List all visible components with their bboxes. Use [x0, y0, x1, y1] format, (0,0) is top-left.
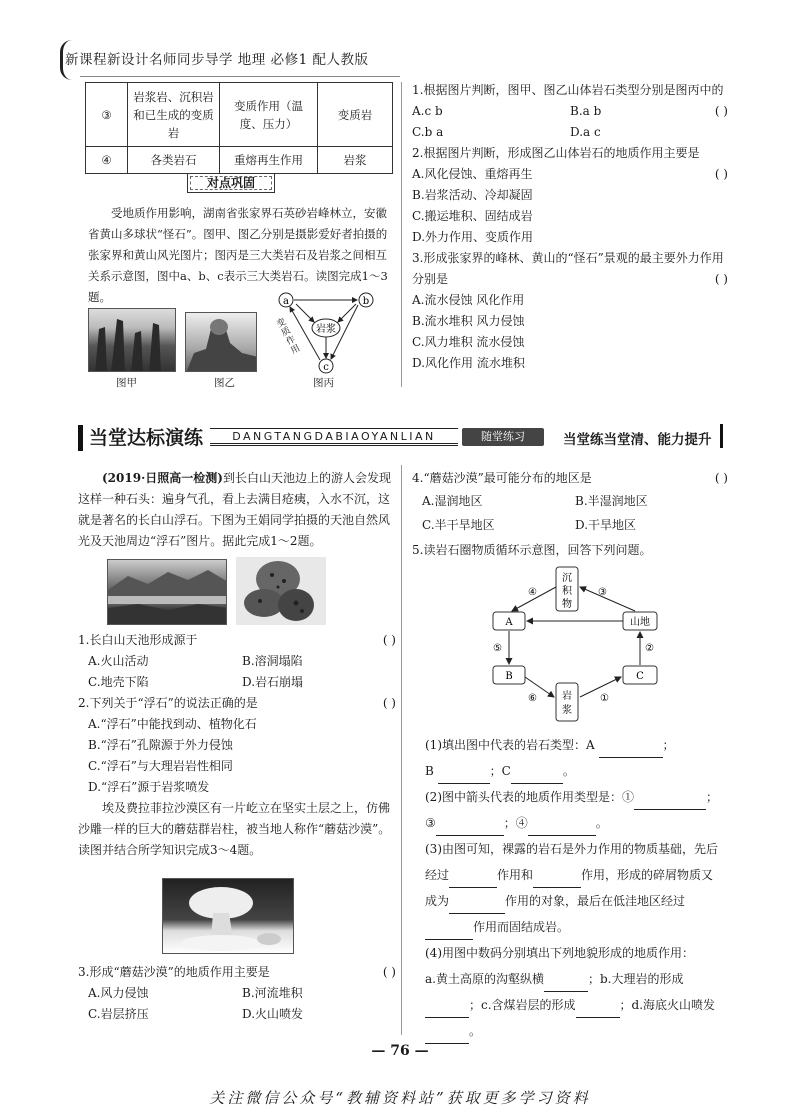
q4-options: [412, 489, 728, 537]
sub2-text-a: (2)图中箭头代表的地质作用类型是：①: [425, 790, 634, 804]
q3-stem: 3.形成张家界的峰林、黄山的“怪石”景观的最主要外力作用分别是: [412, 251, 724, 286]
option[interactable]: A.风化侵蚀、重熔再生: [412, 167, 533, 181]
label-c: C: [636, 671, 644, 682]
label-mountain: 山地: [630, 617, 650, 628]
option[interactable]: D.外力作用、变质作用: [412, 230, 534, 244]
photo-zhangjiajie: [88, 308, 176, 372]
label-c: c: [323, 362, 329, 373]
answer-blank-a[interactable]: [599, 757, 663, 758]
q4-paren: ( ): [714, 471, 728, 485]
label-sediment-2: 积: [562, 586, 572, 597]
label-metamorphism: 变质作用: [275, 316, 303, 357]
changbai-intro: [78, 468, 396, 552]
option[interactable]: B.河流堆积: [242, 986, 303, 1000]
option[interactable]: C.“浮石”与大理岩岩性相同: [88, 759, 233, 773]
pumice-stones: [236, 557, 326, 625]
sub3-text: 作用和: [497, 868, 534, 882]
option[interactable]: A.火山活动: [88, 654, 149, 668]
sub2-text-b: ③: [425, 816, 436, 830]
sub2-end: 。: [595, 816, 608, 830]
section-bar: [720, 424, 723, 448]
option[interactable]: D.风化作用 流水堆积: [412, 356, 525, 370]
photo-tianchi: [107, 559, 227, 625]
table-row: [86, 83, 393, 147]
q2-stem: 2.下列关于“浮石”的说法正确的是: [78, 696, 258, 710]
option[interactable]: C.岩层挤压: [88, 1007, 149, 1021]
arrow-1: ①: [600, 693, 609, 704]
label-a: A: [505, 617, 513, 628]
label-b: b: [362, 296, 370, 307]
q3-options: [78, 983, 396, 1025]
q2-paren: ( ): [382, 696, 396, 710]
option[interactable]: A.c b: [412, 104, 443, 118]
q5-stem: 5.读岩石圈物质循环示意图，回答下列问题。: [412, 543, 652, 557]
page-number: — 76 —: [371, 1043, 429, 1059]
q2-paren: ( ): [714, 167, 728, 181]
sub3-line1: (3)由图可知，裸露的岩石是外力作用的物质基础，先后: [425, 842, 719, 856]
q1-paren: ( ): [714, 104, 728, 118]
label-sediment-3: 物: [562, 599, 572, 610]
sub3-text: 成为: [425, 894, 450, 908]
sub3-text: 经过: [425, 868, 450, 882]
q1-stem: 1.根据图片判断，图甲、图乙山体岩石类型分别是图丙中的: [412, 83, 724, 97]
question-block-bottom-left: [78, 630, 396, 861]
section-badge: 随堂练习: [462, 428, 544, 446]
q5-subquestions: (1)填出图中代表的岩石类型：A ； B ；C 。 (2)图中箭头代表的地质作用类型是：① ； ③ ；④ 。 (3)由图可知，裸露的岩石是外力作用的物质基础，先后 经过 作用和 作用，形成的碎屑物质又 成为 作用的对象，最后在低洼地区经过 作用而固结成岩。 (4)用图中数码分别填出下列地貌形成的地质作用： a.黄土高原的沟壑纵横 ；b.大理岩的形成 ；c.含煤岩层的形成 ；d.海底火山喷发 。: [425, 732, 728, 1044]
arrow-4: ④: [528, 587, 537, 598]
page-number-value: 76: [390, 1043, 410, 1059]
q3-stem: 3.形成“蘑菇沙漠”的地质作用主要是: [78, 965, 270, 979]
option[interactable]: B.a b: [570, 104, 602, 118]
option[interactable]: D.a c: [570, 125, 601, 139]
sub3-text: 作用而固结成岩。: [473, 920, 570, 934]
option[interactable]: D.火山喷发: [242, 1007, 304, 1021]
table-cell: 岩浆岩、沉积岩和已生成的变质岩: [128, 83, 220, 147]
column-divider: [401, 465, 402, 1035]
sub3-text: 作用的对象，最后在低洼地区经过: [505, 894, 686, 908]
mushroom-rock-shape: [163, 879, 294, 954]
arrow-5: ⑤: [493, 643, 502, 654]
answer-blank[interactable]: [576, 1017, 620, 1018]
q3-paren: ( ): [382, 965, 396, 979]
option[interactable]: D.岩石崩塌: [242, 675, 304, 689]
rock-cycle-diagram: [490, 565, 660, 725]
caption-yi: 图乙: [214, 377, 235, 389]
sub4-text: ；d.海底火山喷发: [619, 998, 716, 1012]
option[interactable]: B.流水堆积 风力侵蚀: [412, 314, 525, 328]
section-title: 当堂达标演练: [78, 425, 203, 451]
table-cell: 岩浆: [318, 147, 393, 174]
q4-stem: 4.“蘑菇沙漠”最可能分布的地区是: [412, 471, 592, 485]
table-cell: 变质作用（温度、压力）: [220, 83, 318, 147]
huangshan-rock: [186, 313, 257, 372]
question-block-q4: [412, 468, 728, 561]
header-rule: [80, 76, 400, 77]
table-cell: ④: [86, 147, 128, 174]
option[interactable]: D.干旱地区: [575, 518, 637, 532]
photo-huangshan: [185, 312, 257, 372]
photo-pumice: [236, 557, 326, 625]
option[interactable]: C.半干旱地区: [422, 518, 495, 532]
sub4-text: ；b.大理岩的形成: [587, 972, 684, 986]
option[interactable]: B.半湿润地区: [575, 494, 648, 508]
option[interactable]: A.流水侵蚀 风化作用: [412, 293, 525, 307]
option[interactable]: A.风力侵蚀: [88, 986, 149, 1000]
sub1-text-c: ；C: [489, 764, 511, 778]
section-pinyin: DANGTANGDABIAOYANLIAN: [210, 428, 458, 446]
question-block-q3: [78, 962, 396, 1025]
option[interactable]: B.“浮石”孔隙源于外力侵蚀: [88, 738, 233, 752]
table-cell: ③: [86, 83, 128, 147]
label-magma-2: 浆: [562, 705, 572, 716]
sub4-text: a.黄土高原的沟壑纵横: [425, 972, 544, 986]
arrow-2: ②: [645, 643, 654, 654]
option[interactable]: C.b a: [412, 125, 444, 139]
q1-options: [412, 101, 728, 143]
mushroom-intro: 埃及费拉菲拉沙漠区有一片屹立在坚实土层之上，仿佛沙雕一样的巨大的蘑菇群岩柱，被当地人称作“蘑菇沙漠”。读图并结合所学知识完成3～4题。: [78, 801, 391, 857]
practice-badge: 对点巩固: [187, 173, 275, 193]
intro-text: 到长白山天池边上的游人会发现这样一种石头：遍身气孔，看上去满目疮痍，入水不沉，这就是著名的长白山浮石。下图为王娟同学拍摄的天池自然风光及天池周边“浮石”图片。据此完成1～2题。: [78, 471, 391, 548]
label-magma-1: 岩: [562, 691, 572, 702]
label-magma: 岩浆: [316, 324, 336, 335]
sub1-end: 。: [562, 764, 575, 778]
table-cell: 重熔再生作用: [220, 147, 318, 174]
practice-intro: 受地质作用影响，湖南省张家界石英砂岩峰林立，安徽省黄山多球状“怪石”。图甲、图乙分别是摄影爱好者拍摄的张家界和黄山风光图片；图丙是三大类岩石及岩浆之间相互关系示意图，图中a、b、c表示三大类岩石。读图完成1～3题。: [88, 206, 388, 304]
sub2-text-c: ；④: [503, 816, 528, 830]
q3-paren: ( ): [714, 272, 728, 286]
option[interactable]: C.搬运堆积、固结成岩: [412, 209, 533, 223]
label-a: a: [283, 296, 289, 307]
option[interactable]: A.“浮石”中能找到动、植物化石: [88, 717, 257, 731]
question-block-top-right: [412, 80, 728, 374]
sub1-text-b: B: [425, 764, 434, 778]
option[interactable]: B.溶洞塌陷: [242, 654, 303, 668]
page-header: 新课程新设计名师同步导学 地理 必修1 配人教版: [65, 52, 369, 68]
zhangjiajie-peaks: [89, 309, 176, 372]
sub4-end: 。: [469, 1024, 482, 1038]
sub1-text-a: (1)填出图中代表的岩石类型：A: [425, 738, 595, 752]
q1-options: [78, 651, 396, 693]
answer-blank-1[interactable]: [634, 809, 706, 810]
sub3-text: 作用，形成的碎屑物质又: [581, 868, 714, 882]
table-row: [86, 147, 393, 174]
caption-bing: 图丙: [313, 377, 334, 389]
footer-note: 关注微信公众号“教辅资料站”获取更多学习资料: [209, 1089, 591, 1107]
option[interactable]: C.风力堆积 流水侵蚀: [412, 335, 525, 349]
table-cell: 各类岩石: [128, 147, 220, 174]
q1-paren: ( ): [382, 633, 396, 647]
rock-table: [85, 82, 393, 174]
option[interactable]: C.地壳下陷: [88, 675, 149, 689]
arrow-6: ⑥: [528, 693, 537, 704]
source-tag: (2019·日照高一检测): [102, 471, 223, 485]
option[interactable]: B.岩浆活动、冷却凝固: [412, 188, 533, 202]
label-sediment-1: 沉: [562, 573, 572, 584]
label-b: B: [505, 671, 513, 682]
tianchi-lake: [108, 560, 227, 625]
q2-stem: 2.根据图片判断，形成图乙山体岩石的地质作用主要是: [412, 146, 700, 160]
option[interactable]: A.湿润地区: [422, 494, 483, 508]
table-cell: 变质岩: [318, 83, 393, 147]
caption-jia: 图甲: [116, 377, 137, 389]
sub4-line1: (4)用图中数码分别填出下列地貌形成的地质作用：: [425, 946, 694, 960]
q1-stem: 1.长白山天池形成源于: [78, 633, 198, 647]
section-slogan: 当堂练当堂清、能力提升: [563, 432, 712, 448]
option[interactable]: D.“浮石”源于岩浆喷发: [88, 780, 210, 794]
sub4-text: ；c.含煤岩层的形成: [469, 998, 576, 1012]
photo-mushroom-rock: [162, 878, 294, 954]
column-divider: [401, 82, 402, 387]
arrow-3: ③: [598, 587, 607, 598]
